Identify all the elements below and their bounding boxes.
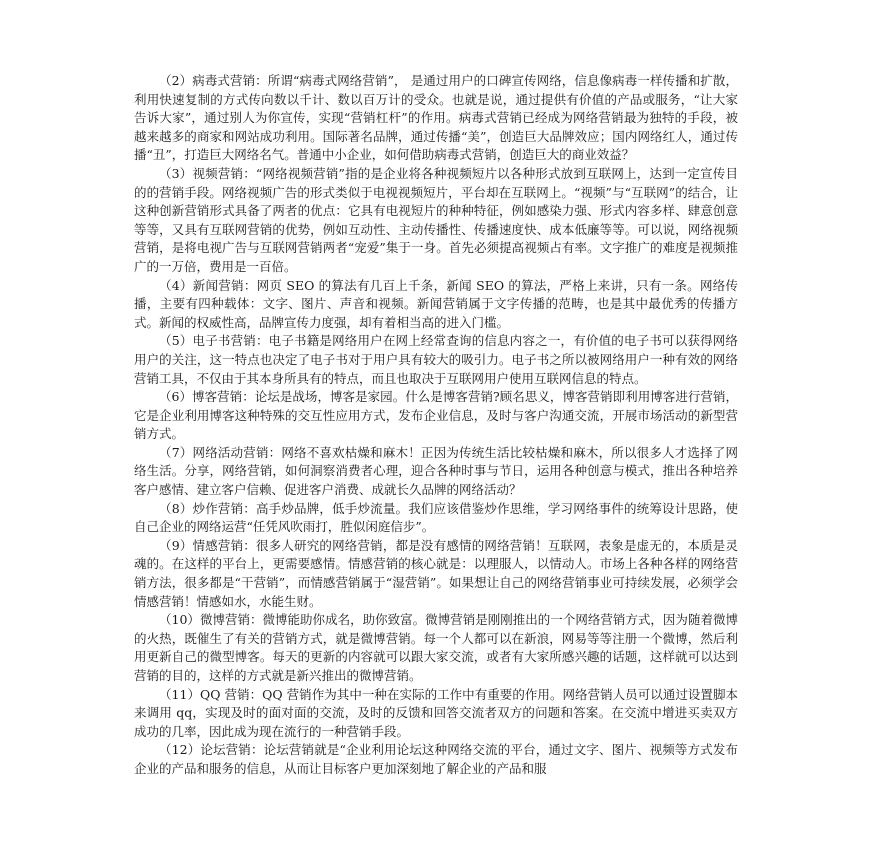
paragraph-viral-marketing: （2）病毒式营销：所谓“病毒式网络营销”， 是通过用户的口碑宣传网络，信息像病毒一样传播和扩散，利用快速复制的方式传向数以千计、数以百万计的受众。也就是说，通过提供有价值的产品或服务，“让大家告诉大家”，通过别人为你宣传，实现“营销杠杆”的作用。病毒式营销已经成为网络营销最为独特的手段，被越来越多的商家和网站成功利用。国际著名品牌，通过传播“美”，创造巨大品牌效应；国内网络红人，通过传播“丑”，打造巨大网络名气。普通中小企业，如何借助病毒式营销，创造巨大的商业效益？: [134, 73, 738, 163]
paragraph-emotional-marketing: （9）情感营销：很多人研究的网络营销，都是没有感情的网络营销！互联网，表象是虚无的，本质是灵魂的。在这样的平台上，更需要感情。情感营销的核心就是：以理服人，以情动人。市场上各种各样的网络营销方法，很多都是“干营销”，而情感营销属于“湿营销”。如果想让自己的网络营销事业可持续发展，必须学会情感营销！情感如水，水能生财。: [134, 537, 738, 609]
paragraph-hype-marketing: （8）炒作营销：高手炒品牌，低手炒流量。我们应该借鉴炒作思维，学习网络事件的统筹设计思路，使自己企业的网络运营“任凭风吹雨打，胜似闲庭信步”。: [134, 500, 738, 535]
paragraph-event-marketing: （7）网络活动营销：网络不喜欢枯燥和麻木！正因为传统生活比较枯燥和麻木，所以很多人才选择了网络生活。分享，网络营销，如何洞察消费者心理，迎合各种时事与节日，运用各种创意与模式，推出各种培养客户感情、建立客户信赖、促进客户消费、成就长久品牌的网络活动？: [134, 444, 738, 498]
paragraph-news-marketing: （4）新闻营销：网页 SEO 的算法有几百上千条，新闻 SEO 的算法，严格上来讲，只有一条。网络传播，主要有四种载体：文字、图片、声音和视频。新闻营销属于文字传播的范畴，也是其中最优秀的传播方式。新闻的权威性高，品牌宣传力度强，却有着相当高的进入门槛。: [134, 277, 738, 330]
paragraph-ebook-marketing: （5）电子书营销：电子书籍是网络用户在网上经常查询的信息内容之一，有价值的电子书可以获得网络用户的关注，这一特点也决定了电子书对于用户具有较大的吸引力。电子书之所以被网络用户一种有效的网络营销工具，不仅由于其本身所具有的特点，而且也取决于互联网用户使用互联网信息的特点。: [134, 333, 738, 386]
document-body: [134, 72, 738, 779]
paragraph-video-marketing: （3）视频营销：“网络视频营销”指的是企业将各种视频短片以各种形式放到互联网上，达到一定宣传目的的营销手段。网络视频广告的形式类似于电视视频短片，平台却在互联网上。“视频”与“互联网”的结合，让这种创新营销形式具备了两者的优点：它具有电视短片的种种特征，例如感染力强、形式内容多样、肆意创意等等，又具有互联网营销的优势，例如互动性、主动传播性、传播速度快、成本低廉等等。可以说，网络视频营销，是将电视广告与互联网营销两者“宠爱”集于一身。首先必须提高视频占有率。文字推广的难度是视频推广的一万倍，费用是一百倍。: [134, 165, 738, 274]
paragraph-weibo-marketing: （10）微博营销：微博能助你成名，助你致富。微博营销是刚刚推出的一个网络营销方式，因为随着微博的火热，既催生了有关的营销方式，就是微博营销。每一个人都可以在新浪，网易等等注册一个微博，然后利用更新自己的微型博客。每天的更新的内容就可以跟大家交流，或者有大家所感兴趣的话题，这样就可以达到营销的目的，这样的方式就是新兴推出的微博营销。: [134, 612, 738, 683]
paragraph-qq-marketing: （11）QQ 营销：QQ 营销作为其中一种在实际的工作中有重要的作用。网络营销人员可以通过设置脚本来调用 qq，实现及时的面对面的交流，及时的反馈和回答交流者双方的问题和答案。在交流中增进买卖双方成功的几率，因此成为现在流行的一种营销手段。: [134, 686, 738, 739]
paragraph-forum-marketing: （12）论坛营销：论坛营销就是“企业利用论坛这种网络交流的平台，通过文字、图片、视频等方式发布企业的产品和服务的信息，从而让目标客户更加深刻地了解企业的产品和服: [134, 742, 738, 776]
paragraph-blog-marketing: （6）博客营销：论坛是战场，博客是家园。什么是博客营销?顾名思义，博客营销即利用博客进行营销，它是企业利用博客这种特殊的交互性应用方式，发布企业信息，及时与客户沟通交流，开展市场活动的新型营销方式。: [134, 389, 738, 442]
